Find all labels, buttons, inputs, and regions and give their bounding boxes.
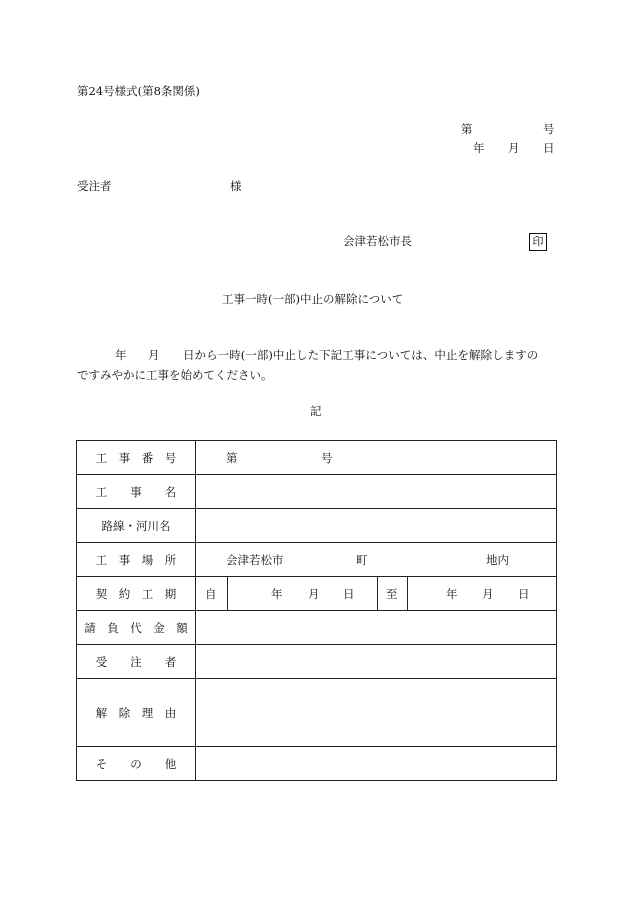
row-contract-amount: [77, 611, 557, 645]
row-route-river: [77, 509, 557, 543]
value-contract-amount: [196, 611, 557, 645]
body-line-1: 日から一時(一部)中止した下記工事については、中止を解除しますの: [183, 348, 539, 362]
value-contractor: [196, 645, 557, 679]
row-work-name: [77, 475, 557, 509]
period-from-month: 月: [308, 586, 320, 601]
value-route-river: [196, 509, 557, 543]
period-divider-1: [227, 577, 228, 610]
body-month: 月: [148, 348, 160, 362]
document-title: 工事一時(一部)中止の解除について: [222, 292, 404, 306]
label-contract-amount: 請 負 代 金 額: [77, 611, 196, 645]
label-work-number: 工 事 番 号: [77, 441, 196, 475]
row-contract-period: [77, 577, 557, 611]
label-contract-period: 契 約 工 期: [77, 577, 196, 611]
row-contractor: [77, 645, 557, 679]
label-route-river: 路線・河川名: [77, 509, 196, 543]
label-work-location: 工 事 場 所: [77, 543, 196, 577]
details-table: [76, 440, 557, 781]
doc-number-dai: 第: [461, 122, 473, 136]
body-line-2: ですみやかに工事を始めてください。: [77, 368, 273, 382]
period-to-day: 日: [518, 586, 530, 601]
date-day: 日: [543, 141, 555, 155]
label-release-reason: 解 除 理 由: [77, 679, 196, 747]
issuer-name: 会津若松市長: [343, 234, 412, 248]
body-year: 年: [115, 348, 127, 362]
value-other: [196, 747, 557, 781]
period-from: 自: [205, 586, 217, 601]
period-from-day: 日: [343, 586, 355, 601]
period-to: 至: [386, 586, 398, 601]
period-divider-2: [377, 577, 378, 610]
row-work-number: [77, 441, 557, 475]
value-work-location: [196, 543, 557, 577]
location-chinai: 地内: [486, 552, 509, 567]
row-release-reason: [77, 679, 557, 747]
addressee-honorific: 様: [230, 179, 242, 193]
date-year: 年: [473, 141, 485, 155]
ki-label: 記: [310, 404, 322, 418]
value-work-name: [196, 475, 557, 509]
work-number-dai: 第: [226, 450, 238, 465]
period-divider-3: [407, 577, 408, 610]
label-other: そ の 他: [77, 747, 196, 781]
row-other: [77, 747, 557, 781]
period-to-month: 月: [482, 586, 494, 601]
addressee-label: 受注者: [77, 179, 112, 193]
form-number: 第24号様式(第8条関係): [77, 84, 200, 98]
work-number-go: 号: [321, 450, 333, 465]
value-contract-period: [196, 577, 557, 611]
period-from-year: 年: [271, 586, 283, 601]
label-contractor: 受 注 者: [77, 645, 196, 679]
location-town: 町: [356, 552, 368, 567]
date-month: 月: [508, 141, 520, 155]
seal-mark: 印: [529, 233, 547, 251]
label-work-name: 工 事 名: [77, 475, 196, 509]
value-release-reason: [196, 679, 557, 747]
doc-number-go: 号: [543, 122, 555, 136]
row-work-location: [77, 543, 557, 577]
period-to-year: 年: [446, 586, 458, 601]
value-work-number: [196, 441, 557, 475]
location-city: 会津若松市: [226, 552, 284, 567]
